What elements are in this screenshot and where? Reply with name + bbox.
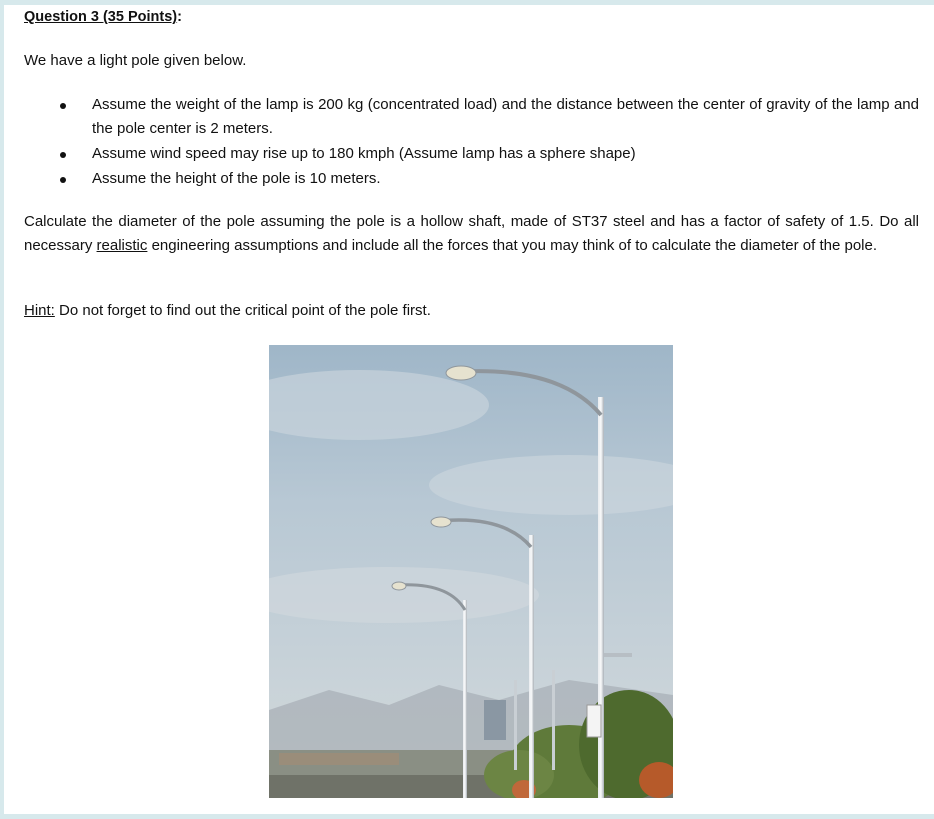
question-title-colon: : [177,9,182,25]
intro-text: We have a light pole given below. [24,52,247,69]
distant-pole [514,680,517,770]
light-pole-3 [463,600,467,798]
distant-pole [552,670,555,770]
light-pole-photo [269,345,673,798]
lamp-3 [392,582,406,590]
small-arm [604,653,632,657]
hint-label: Hint: [24,302,55,319]
lamp-2 [431,517,451,527]
task-paragraph [24,210,919,258]
question-points: (35 Points) [102,9,178,25]
list-item [24,142,919,166]
hint [24,302,431,319]
light-pole-2 [529,535,534,798]
street-sign [587,705,601,737]
bullet-text: Assume wind speed may rise up to 180 kmph (Assume lamp has a sphere shape) [92,145,636,162]
document-page [4,5,934,814]
sign-board [484,700,506,740]
hint-text: Do not forget to find out the critical point of the pole first. [54,302,431,319]
bullet-text: Assume the height of the pole is 10 meters. [92,170,381,187]
list-item [24,167,919,191]
list-item [24,93,919,141]
task-text-part2: engineering assumptions and include all the forces that you may think of to calculate the diameter of the pole. [147,237,878,254]
assumption-list [24,93,919,192]
light-pole-1 [598,397,604,798]
lamp-1 [446,366,476,380]
bullet-icon [60,152,66,158]
bullet-icon [60,177,66,183]
task-text-part1: Calculate the diameter of the pole assuming the pole is a hollow shaft, made of ST37 steel and has a factor of safety of 1.5. Do all necessary [24,213,919,254]
buildings [279,753,399,765]
question-title [24,9,182,25]
question-title-prefix: Question 3 [24,9,103,25]
bullet-text: Assume the weight of the lamp is 200 kg (concentrated load) and the distance between the center of gravity of the lamp and the pole center is 2 meters. [92,96,919,137]
bullet-icon [60,103,66,109]
task-underlined-word: realistic [96,237,148,254]
light-pole-illustration [269,345,673,798]
